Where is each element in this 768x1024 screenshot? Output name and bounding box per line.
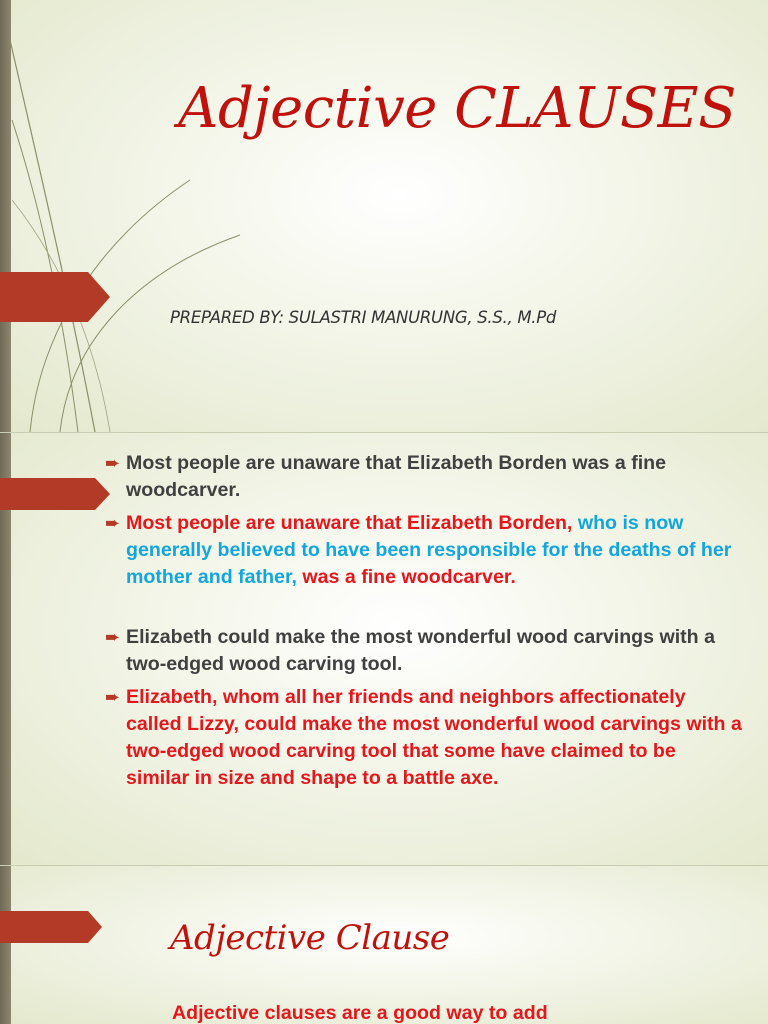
presenter-credit: PREPARED BY: SULASTRI MANURUNG, S.S., M.Pd [170, 308, 557, 327]
slide-tab-shape [0, 911, 112, 943]
bullet-text: Most people are unaware that Elizabeth Borden was a fine woodcarver. [126, 452, 667, 501]
slide-tab-shape [0, 478, 112, 510]
main-clause-text: was a fine woodcarver. [302, 566, 516, 588]
adjective-clause-text: who is now generally believed to have been responsible for the deaths of her mother and father, [126, 512, 732, 588]
bullet-list [104, 450, 744, 792]
bullet-text: Elizabeth, whom all her friends and neighbors affectionately called Lizzy, could make the most wonderful wood carvings with a two-edged wood carving tool that some have claimed to be similar in size and shape to a battle axe. [126, 686, 742, 789]
definition-slide [0, 866, 768, 1024]
bullet-item [104, 450, 744, 504]
right-arrow-icon: ➨ [105, 687, 121, 707]
slide-title: Adjective CLAUSES [178, 76, 736, 141]
bullet-item [104, 510, 744, 591]
examples-slide [0, 433, 768, 865]
right-arrow-icon: ➨ [105, 453, 121, 473]
left-bar [0, 866, 11, 1024]
right-arrow-icon: ➨ [105, 513, 121, 533]
bullet-item [104, 624, 744, 678]
slide-title: Adjective Clause [170, 918, 450, 958]
body-text: Adjective clauses are a good way to add [172, 1002, 548, 1024]
main-clause-text: Most people are unaware that Elizabeth Borden, [126, 512, 573, 534]
right-arrow-icon: ➨ [105, 627, 121, 647]
bullet-item [104, 684, 744, 792]
slide-tab-shape [0, 272, 112, 322]
title-slide [0, 0, 768, 432]
decorative-curves [0, 0, 260, 432]
bullet-text: Elizabeth could make the most wonderful wood carvings with a two-edged wood carving tool. [126, 626, 715, 675]
